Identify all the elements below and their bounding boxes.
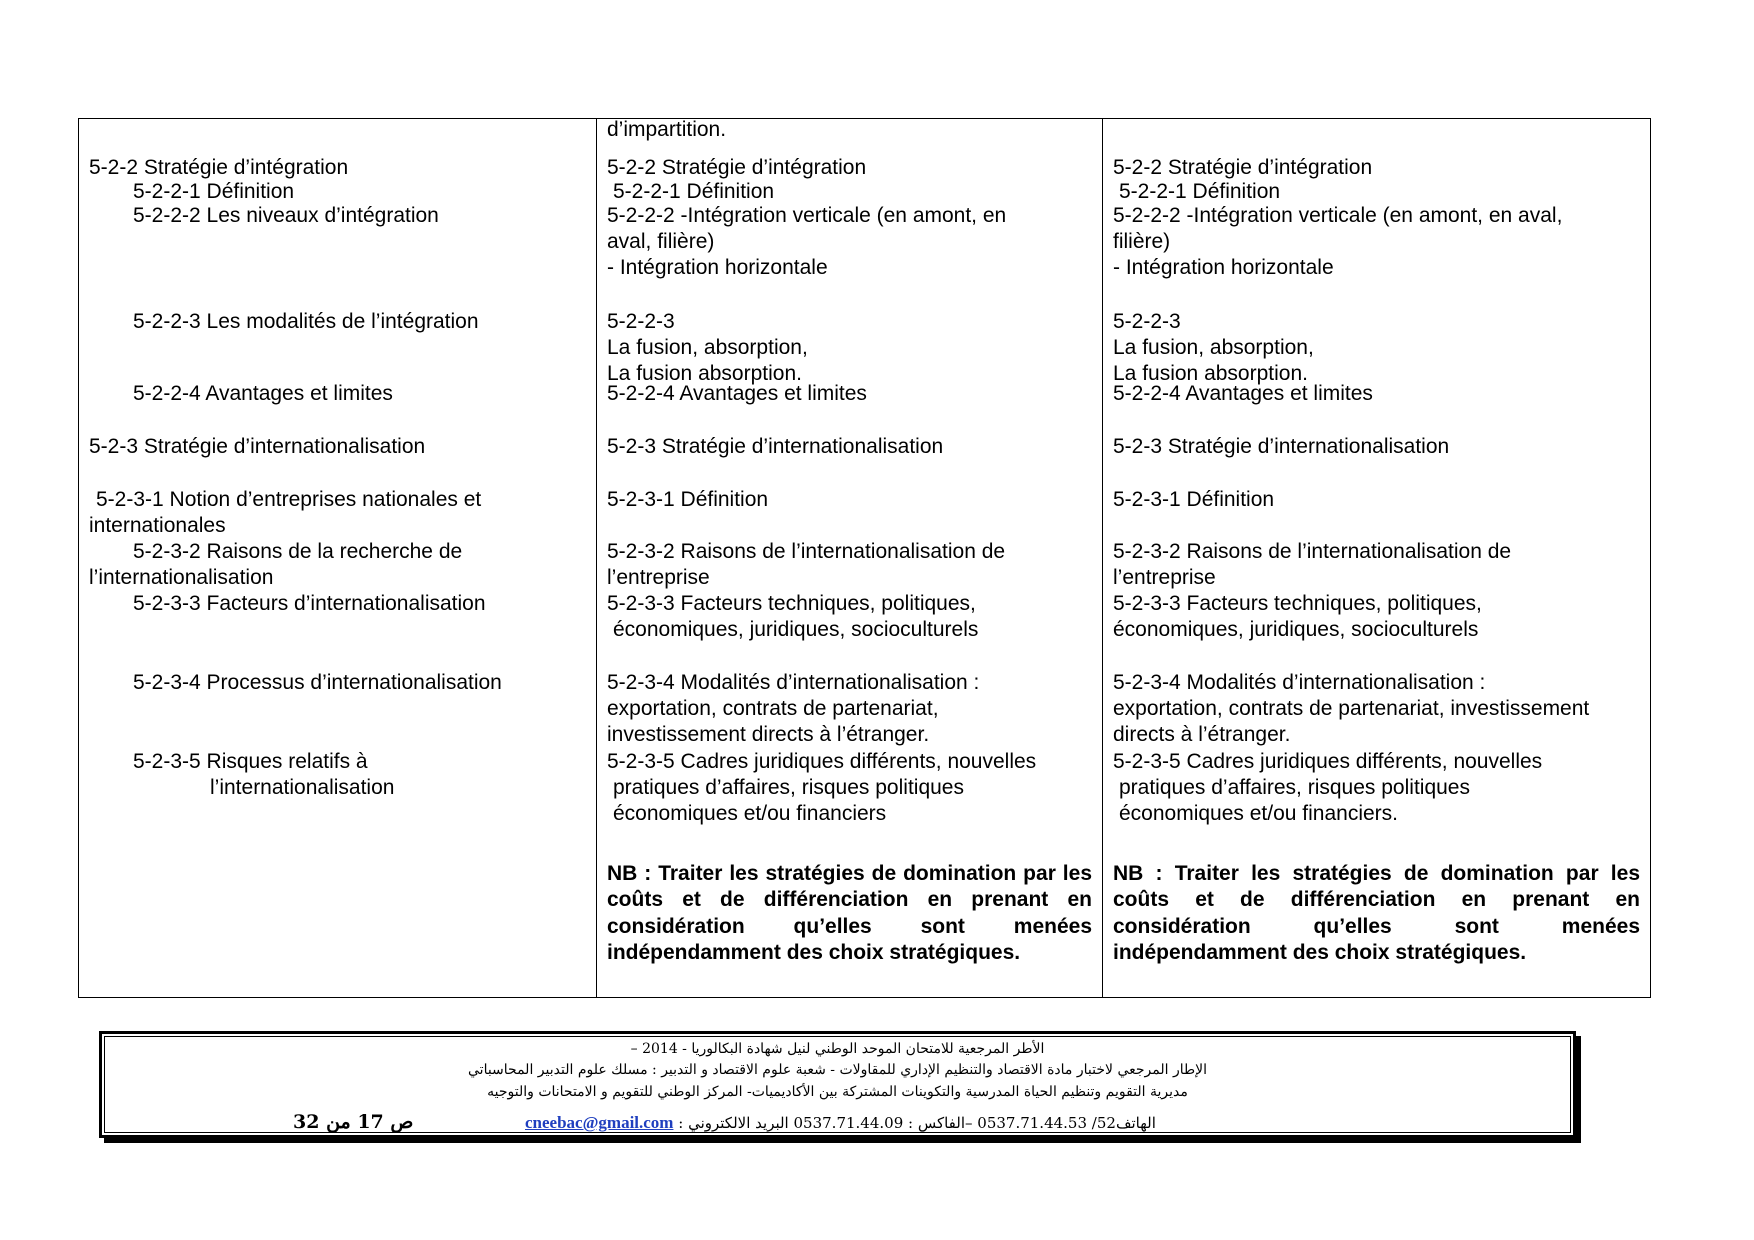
table-cell-line: 5-2-3-3 Facteurs techniques, politiques, (1113, 592, 1482, 615)
table-cell-line: 5-2-3-2 Raisons de la recherche de (133, 540, 463, 563)
footer-subtitle: الإطار المرجعي لاختبار مادة الاقتصاد والتنظيم الإداري للمقاولات - شعبة علوم الاقتصاد و التدبير : مسلك علوم التدبير المحاسباتي (468, 1062, 1207, 1078)
table-cell-line: La fusion, absorption, (1113, 336, 1314, 359)
table-cell-line: filière) (1113, 230, 1171, 253)
table-cell-line: 5-2-3-4 Modalités d’internationalisation : (1113, 671, 1486, 694)
table-cell-line: pratiques d’affaires, risques politiques (613, 776, 964, 799)
table-cell-line: 5-2-2-2 -Intégration verticale (en amont, en aval, (1113, 204, 1563, 227)
table-cell-line: La fusion, absorption, (607, 336, 808, 359)
table-cell-line: investissement directs à l’étranger. (607, 723, 930, 746)
table-cell-line: 5-2-2-4 Avantages et limites (1113, 382, 1373, 405)
footer-email-link[interactable]: cneebac@gmail.com (525, 1113, 674, 1132)
table-cell-line: 5-2-3-4 Processus d’internationalisation (133, 671, 502, 694)
table-column-program (597, 119, 1103, 997)
table-cell-line: 5-2-3 Stratégie d’internationalisation (607, 435, 944, 458)
table-cell-line: aval, filière) (607, 230, 715, 253)
table-cell-line: 5-2-3-3 Facteurs d’internationalisation (133, 592, 486, 615)
nb-note: NB : Traiter les stratégies de domination par les coûts et de différenciation en prenant en considération qu’elles sont menées indépendamment des choix stratégiques. (607, 862, 1092, 965)
table-cell-line: 5-2-2-4 Avantages et limites (133, 382, 393, 405)
table-cell-line: 5-2-3-5 Risques relatifs à (133, 750, 368, 773)
footer-frame (104, 1036, 1571, 1133)
table-cell-line: 5-2-2-1 Définition (613, 180, 775, 203)
table-cell-line: 5-2-2-1 Définition (1119, 180, 1281, 203)
table-cell-line: 5-2-2 Stratégie d’intégration (607, 156, 867, 179)
table-cell-line: 5-2-3-1 Définition (607, 488, 769, 511)
table-cell-line: 5-2-2-2 Les niveaux d’intégration (133, 204, 439, 227)
table-cell-line: 5-2-3 Stratégie d’internationalisation (89, 435, 426, 458)
table-cell-line: directs à l’étranger. (1113, 723, 1291, 746)
nb-note: NB : Traiter les stratégies de domination par les coûts et de différenciation en prenant en considération qu’elles sont menées indépendamment des choix stratégiques. (1113, 862, 1640, 965)
table-cell-line: 5-2-3-5 Cadres juridiques différents, nouvelles (1113, 750, 1543, 773)
table-cell-line: 5-2-3-5 Cadres juridiques différents, nouvelles (607, 750, 1037, 773)
table-cell-line: économiques et/ou financiers (613, 802, 887, 825)
table-cell-line: économiques et/ou financiers. (1119, 802, 1398, 825)
table-cell-line: - Intégration horizontale (1113, 256, 1334, 279)
table-cell-line: 5-2-2 Stratégie d’intégration (1113, 156, 1373, 179)
table-cell-line: La fusion absorption. (1113, 362, 1308, 385)
table-cell-line: - Intégration horizontale (607, 256, 828, 279)
table-cell-line: 5-2-2 Stratégie d’intégration (89, 156, 349, 179)
table-cell-line: pratiques d’affaires, risques politiques (1119, 776, 1470, 799)
table-cell-line: 5-2-2-2 -Intégration verticale (en amont, en (607, 204, 1007, 227)
table-cell-line: 5-2-2-1 Définition (133, 180, 295, 203)
curriculum-table (78, 118, 1651, 998)
table-column-framework (1103, 119, 1650, 997)
page-footer (99, 1031, 1576, 1138)
table-cell-line: 5-2-2-4 Avantages et limites (607, 382, 867, 405)
page-number: ص 17 من 32 (293, 1111, 414, 1133)
table-cell-line: économiques, juridiques, socioculturels (1113, 618, 1479, 641)
table-cell-line: internationales (89, 514, 226, 537)
footer-directorate: مديرية التقويم وتنظيم الحياة المدرسية والتكوينات المشتركة بين الأكاديميات- المركز الوطني للتقويم و الامتحانات والتوجيه (487, 1084, 1188, 1100)
table-cell-line: exportation, contrats de partenariat, (607, 697, 939, 720)
table-cell-line: 5-2-2-3 (1113, 310, 1181, 333)
table-cell-line: 5-2-3 Stratégie d’internationalisation (1113, 435, 1450, 458)
table-cell-line: exportation, contrats de partenariat, investissement (1113, 697, 1590, 720)
table-column-content (79, 119, 597, 997)
table-cell-line: l’entreprise (1113, 566, 1216, 589)
table-cell-line: 5-2-3-1 Définition (1113, 488, 1275, 511)
table-cell-line: 5-2-3-2 Raisons de l’internationalisation de (607, 540, 1006, 563)
table-cell-line: 5-2-3-3 Facteurs techniques, politiques, (607, 592, 976, 615)
table-cell-line: La fusion absorption. (607, 362, 802, 385)
table-cell-line: 5-2-3-4 Modalités d’internationalisation : (607, 671, 980, 694)
table-cell-line: économiques, juridiques, socioculturels (613, 618, 979, 641)
table-cell-line: 5-2-3-1 Notion d’entreprises nationales et (96, 488, 482, 511)
table-cell-line: 5-2-2-3 (607, 310, 675, 333)
footer-contact-text: الهاتف52/ 0537.71.44.53 –الفاكس : 0537.71.44.09 البريد الالكتروني : (678, 1114, 1156, 1132)
footer-contact (525, 1112, 1156, 1134)
table-cell-line: l’internationalisation (89, 566, 274, 589)
table-cell-line: d’impartition. (607, 119, 727, 141)
footer-title: الأطر المرجعية للامتحان الموحد الوطني لنيل شهادة البكالوريا - 2014 – (630, 1041, 1045, 1057)
table-cell-line: l’entreprise (607, 566, 710, 589)
table-cell-line: l’internationalisation (210, 776, 395, 799)
table-cell-line: 5-2-3-2 Raisons de l’internationalisation de (1113, 540, 1512, 563)
table-cell-line: 5-2-2-3 Les modalités de l’intégration (133, 310, 479, 333)
